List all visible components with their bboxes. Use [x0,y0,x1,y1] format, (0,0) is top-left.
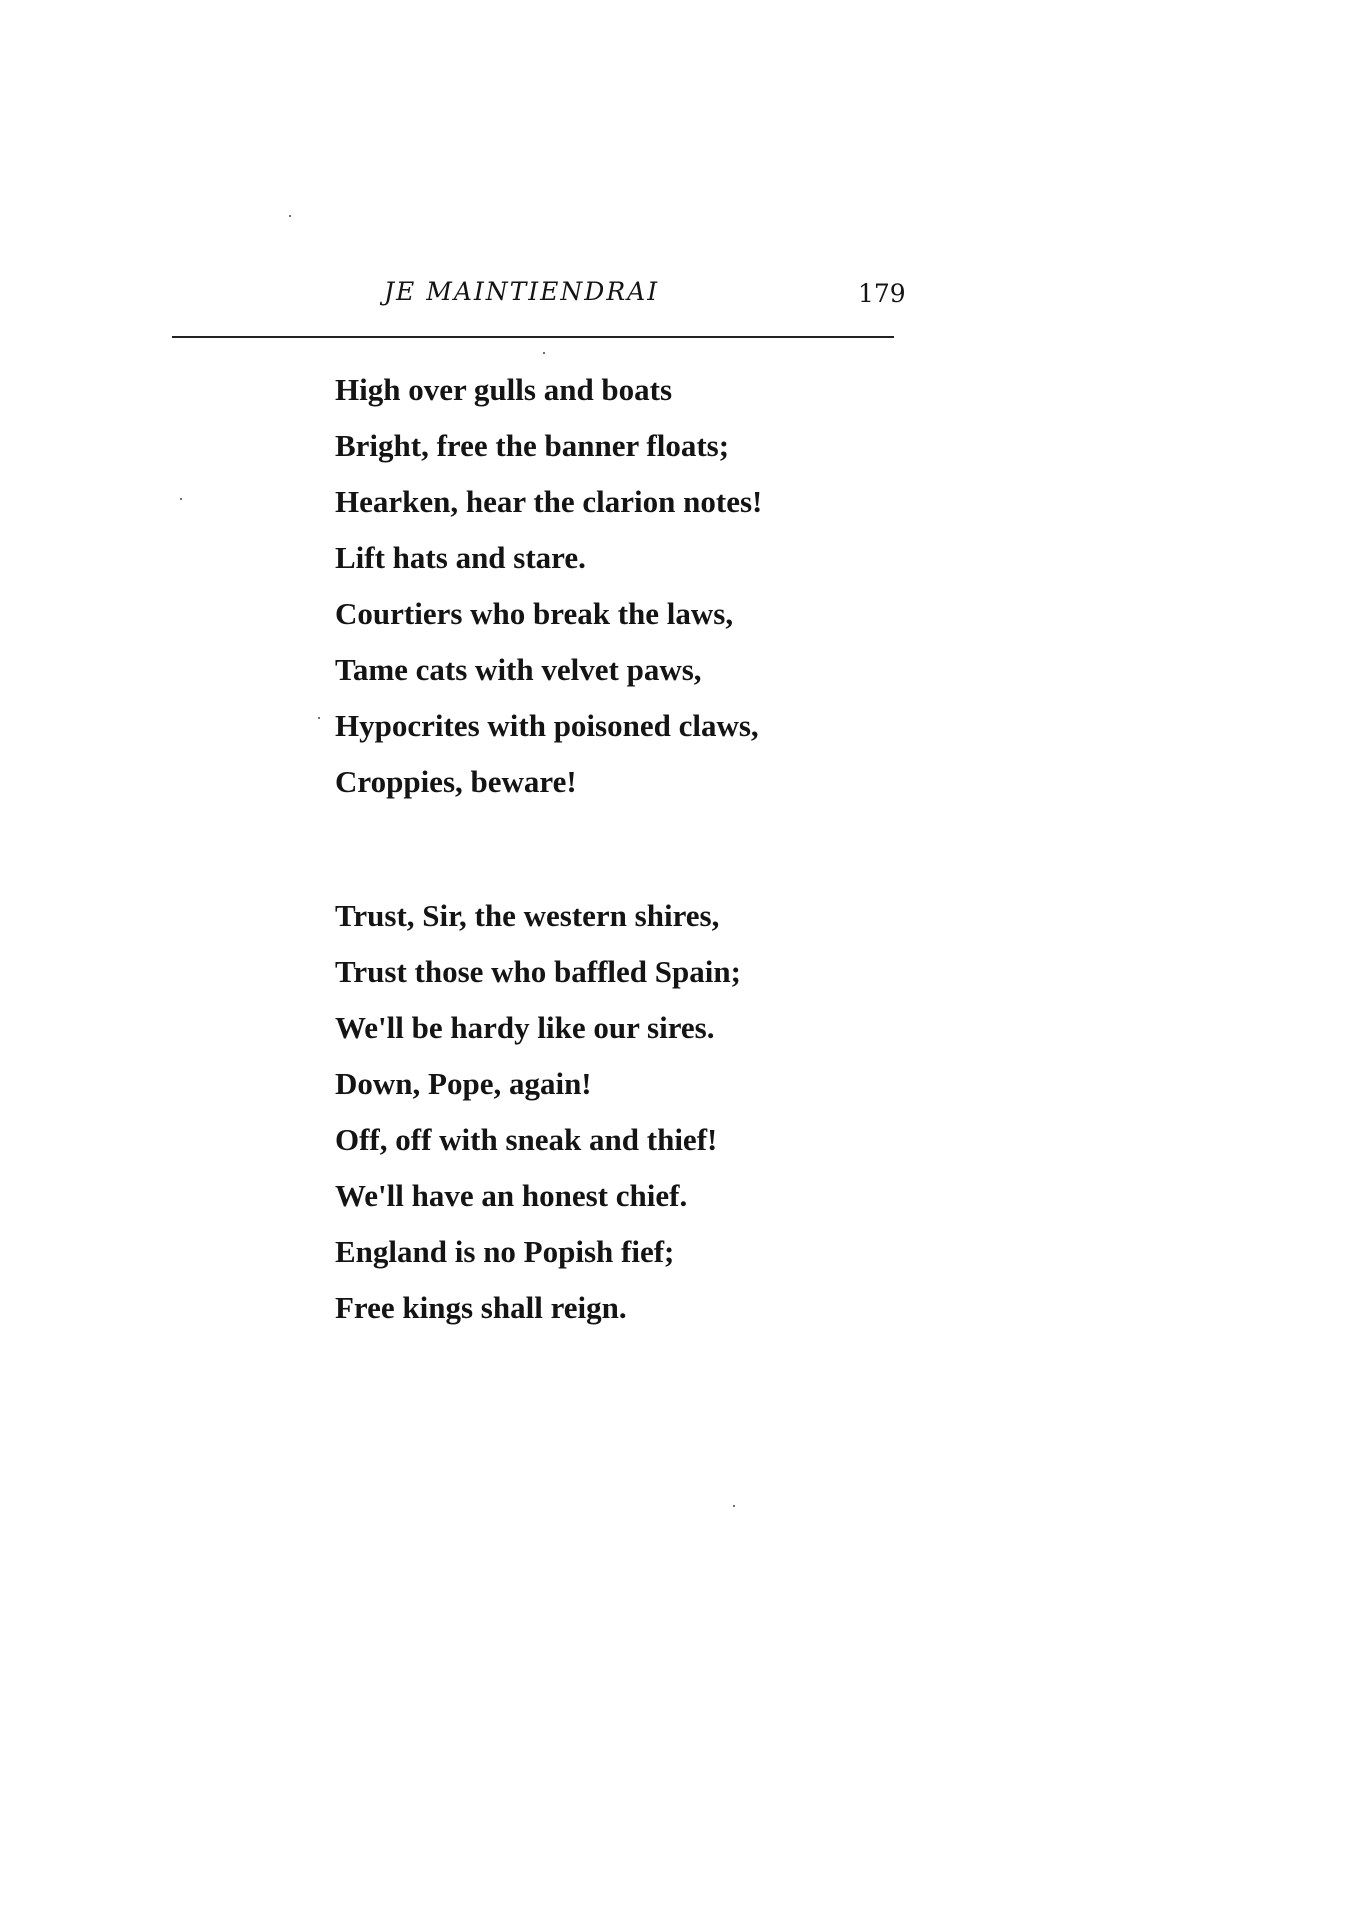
verse-line: Trust, Sir, the western shires, [335,898,720,933]
verse-line: High over gulls and boats [335,372,673,407]
verse-line: Free kings shall reign. [335,1290,627,1325]
verse-line: Off, off with sneak and thief! [335,1122,718,1157]
print-speck [180,498,182,500]
verse-line: Lift hats and stare. [335,540,586,575]
verse-line: Tame cats with velvet paws, [335,652,702,687]
header-rule [172,336,894,338]
print-speck [733,1505,735,1507]
print-speck [289,215,291,217]
verse-line: Hearken, hear the clarion notes! [335,484,763,519]
verse-line: Croppies, beware! [335,764,577,799]
page-number: 179 [858,279,906,308]
verse-line: Down, Pope, again! [335,1066,592,1101]
running-title: ЈE MAINTIENDRAI [384,277,660,306]
verse-line: We'll be hardy like our sires. [335,1010,715,1045]
verse-line: We'll have an honest chief. [335,1178,688,1213]
verse-line: England is no Popish fief; [335,1234,675,1269]
verse-line: Courtiers who break the laws, [335,596,734,631]
verse-line: Hypocrites with poisoned claws, [335,708,759,743]
verse-line: Bright, free the banner floats; [335,428,730,463]
stanza-1 [335,372,762,820]
stanza-2 [335,898,741,1346]
print-speck [318,717,320,719]
print-speck [543,352,545,354]
verse-line: Trust those who baffled Spain; [335,954,741,989]
